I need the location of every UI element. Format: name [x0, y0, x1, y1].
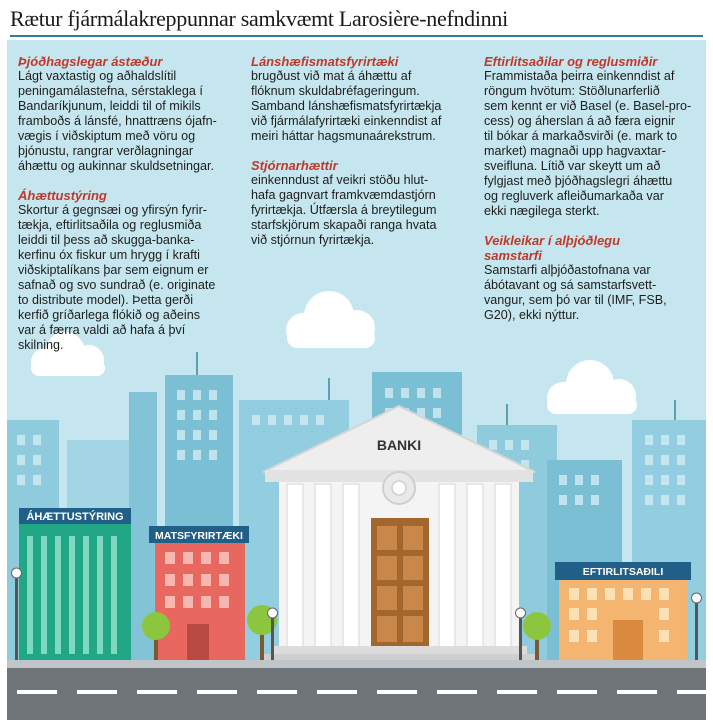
rating-agency-sign: MATSFYRIRTÆKI [155, 530, 243, 542]
heading-governance: Stjórnarhættir [251, 158, 338, 173]
cloud-middle [286, 291, 375, 348]
text-supervisors: Frammistaða þeirra einkenndist af röngum hvötum: Stöðlunarferlið sem kennt er við Basel (e. Basel-pro- cess) og áherslan á að færa eignir til bókar á markaðsvirði (e. mark to market) magnaði upp hagvaxtar- sveifluna. Lítið var skeytt um að fylgjast með þjóðhagslegri áhættu og regluverk afleiðumarkaða var ekki nægilega sterkt. [484, 69, 692, 218]
text-international-cooperation: Samstarfi alþjóðastofnana var ábótavant og sá samstarfsvett- vangur, sem þó var til (IMF, FSB, G20), ekki nýttur. [484, 263, 667, 322]
heading-macroeconomic: Þjóðhagslegar ástæður [18, 54, 163, 69]
risk-management-building [19, 508, 131, 662]
bank-sign: BANKI [376, 437, 422, 453]
cloud-right [547, 360, 637, 414]
column-middle [251, 54, 461, 262]
supervisor-sign: EFTIRLITSAÐILI [582, 566, 664, 578]
text-risk-management: Skortur á gegnsæi og yfirsýn fyrir- tækja, eftirlitsaðila og reglusmiða leiddi til þess að skugga-banka- kerfinu óx fiskur um hrygg í krafti viðskiptalíkans þar sem eignum er safnað og svo sundrað (e. originate to distribute model). Þetta gerði kerfið gríðarlega flókið og aðeins var á færra valdi að hafa á því skilning. [18, 203, 216, 352]
heading-international-cooperation: Veikleikar í alþjóðlegu samstarfi [484, 233, 621, 263]
sidewalk [7, 660, 706, 668]
heading-risk-management: Áhættustýring [18, 188, 107, 203]
risk-management-sign: ÁHÆTTUSTÝRING [26, 511, 124, 523]
column-right [484, 54, 694, 337]
heading-rating-agencies: Lánshæfismatsfyrirtæki [251, 54, 399, 69]
page-title: Rætur fjármálakreppunnar samkvæmt Larosière-nefndinni [10, 6, 508, 31]
column-left [18, 54, 228, 367]
heading-supervisors: Eftirlitsaðilar og reglusmiðir [484, 54, 658, 69]
text-rating-agencies: brugðust við mat á áhættu af flóknum skuldabréfageringum. Samband lánshæfismatsfyrirtækja við fjármálafyrirtæki einkenndist af meiri háttar hagsmunaárekstrum. [251, 69, 442, 143]
text-governance: einkenndust af veikri stöðu hlut- hafa gagnvart framkvæmdastjórn fyrirtækja. Útfærsla á breytilegum starfskjörum skapaði ranga hvata við stjórnun fyrirtækja. [251, 173, 437, 247]
rating-agency-building [149, 526, 249, 662]
text-macroeconomic: Lágt vaxtastig og aðhaldslítil peningamálastefna, sérstaklega í Bandaríkjunum, leiddi til of mikils framboðs á lánsfé, hnattræns ójafn- vægis í viðskiptum með vöru og þjónustu, rangrar verðlagningar áhættu og aukinnar skuldsetningar. [18, 69, 217, 173]
supervisor-building [555, 562, 691, 662]
title-rule [10, 35, 703, 37]
